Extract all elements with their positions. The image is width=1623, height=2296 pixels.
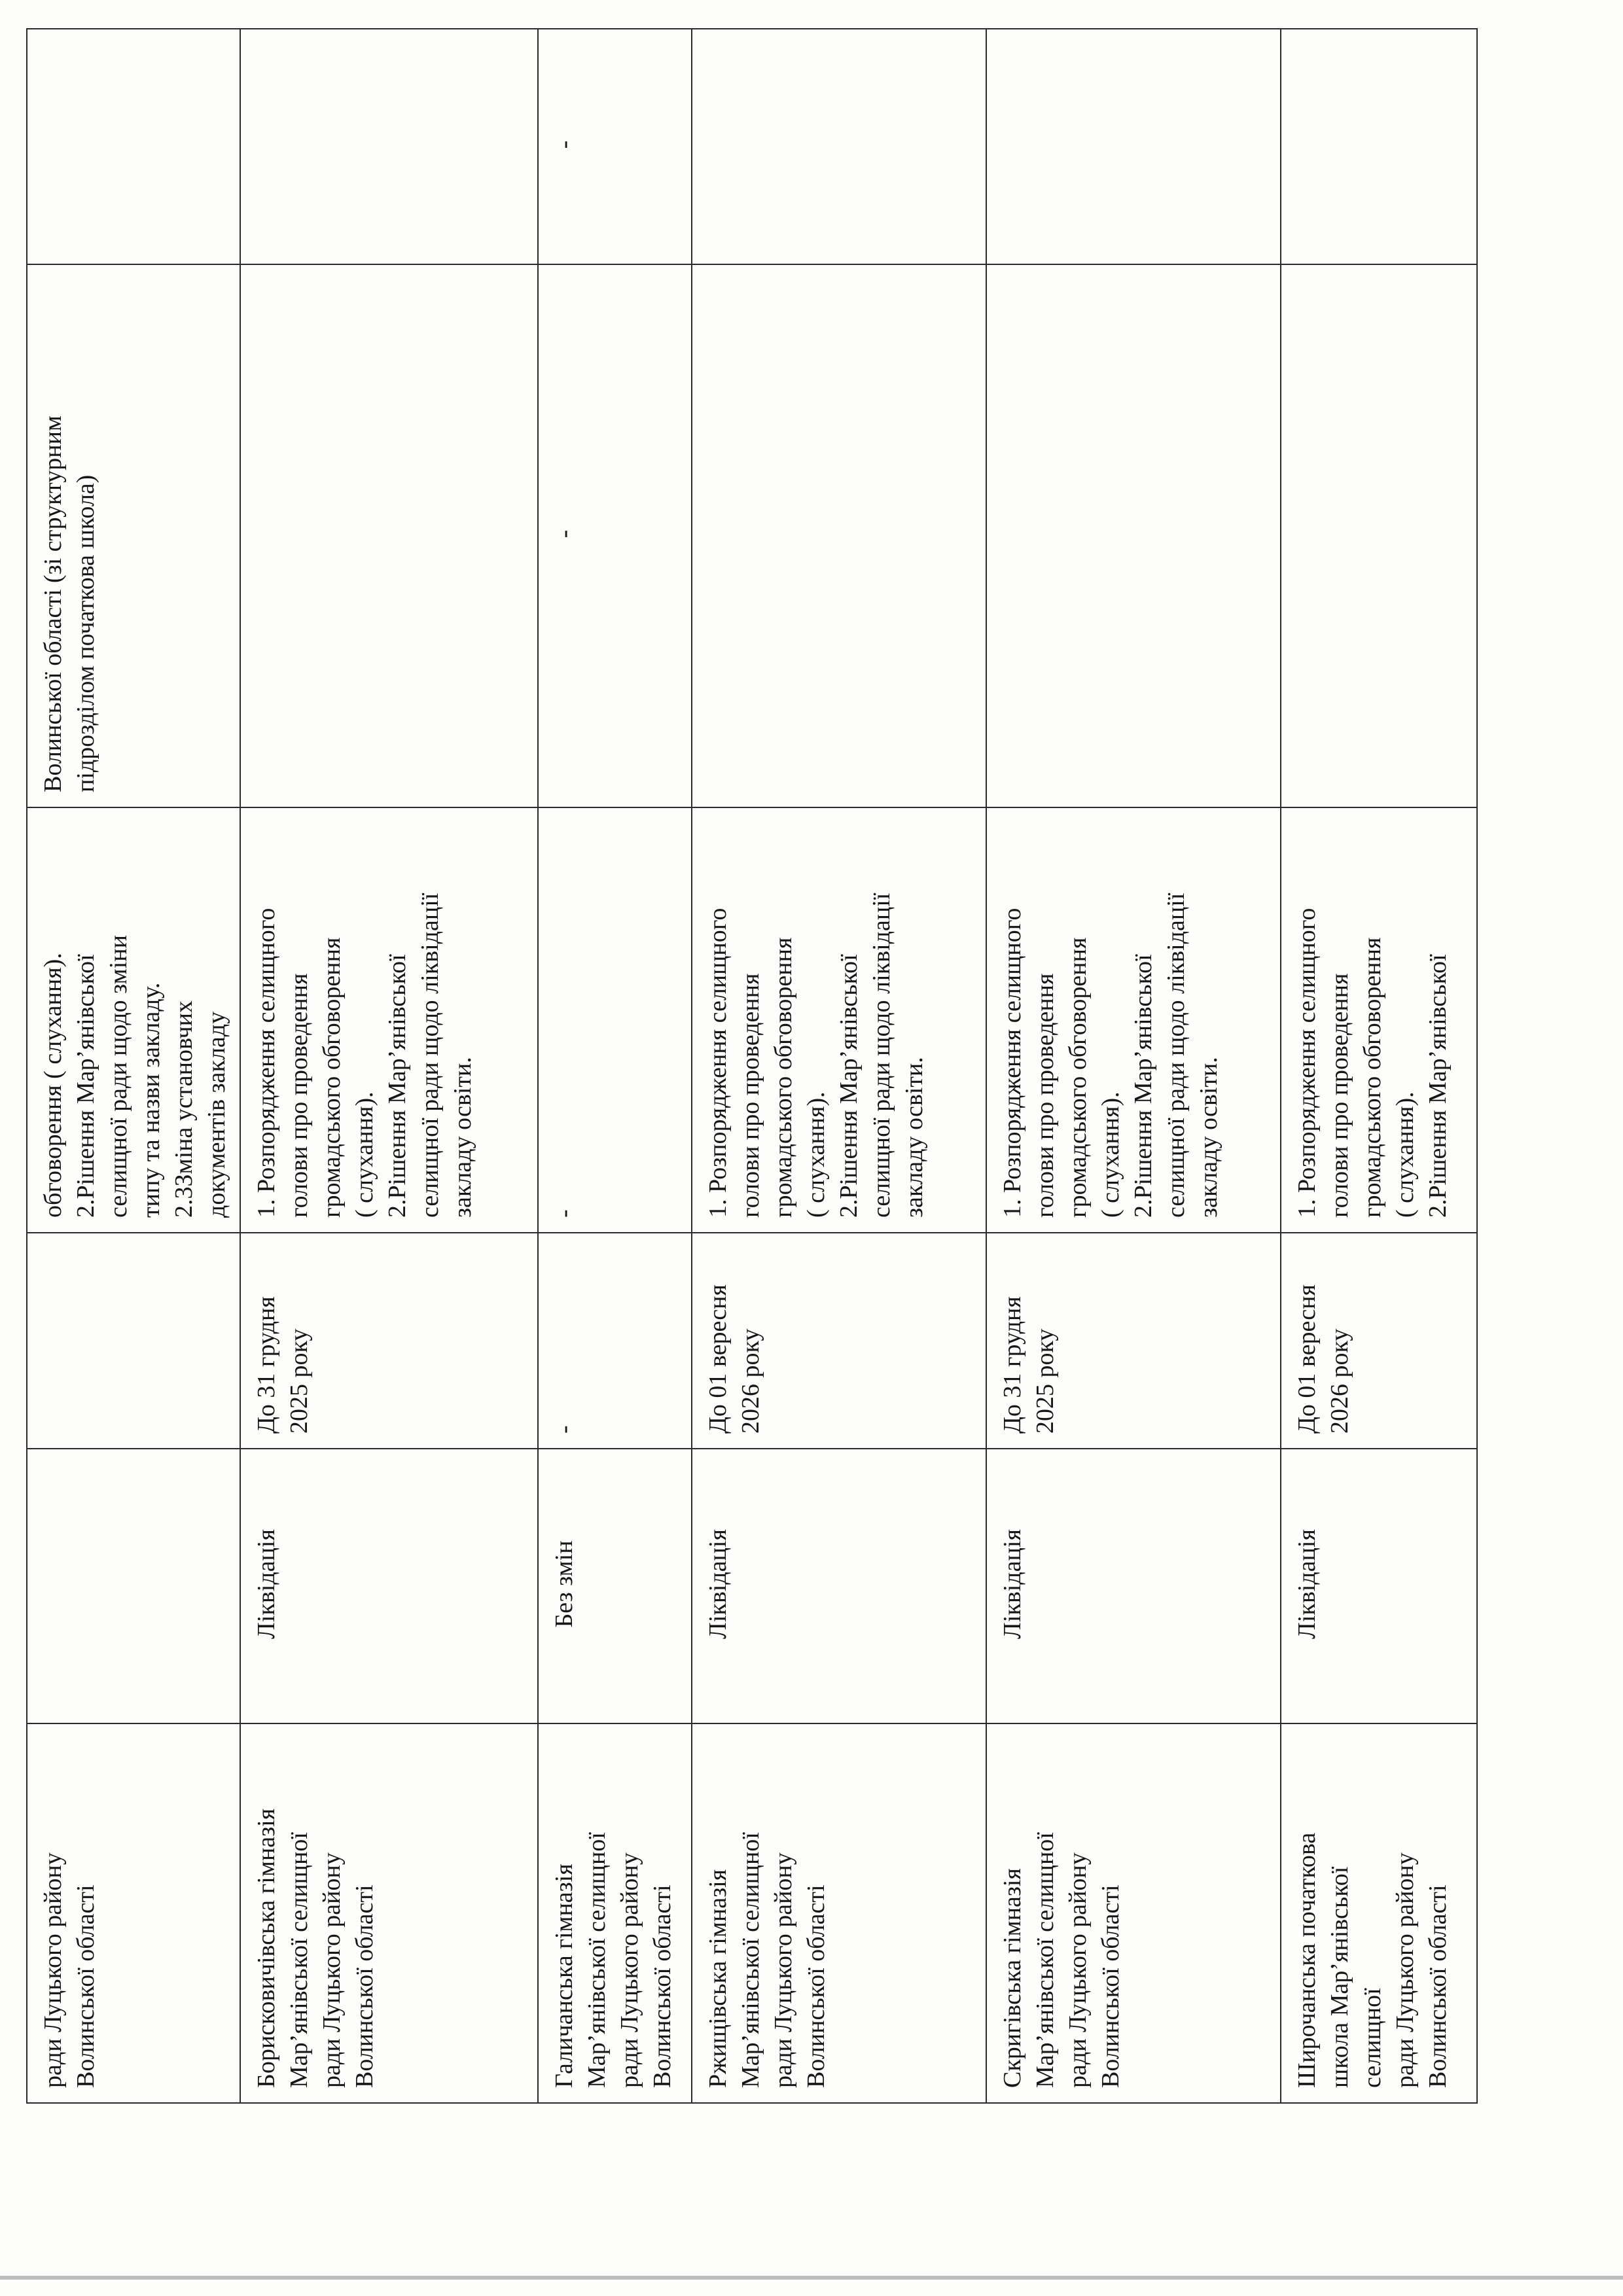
result-cell [692,264,986,807]
result-cell [240,264,538,807]
deadline-cell: До 01 вересня 2026 року [692,1233,986,1449]
school-name-cell: Ржищівська гімназія Мар’янівської селищної ради Луцького району Волинської області [692,1723,986,2103]
note-cell [240,29,538,264]
documents-cell: 1. Розпорядження селищного голови про проведення громадського обговорення ( слухання). 2.Рішення Мар’янівської селищної ради щодо ліквідації закладу освіти. [240,807,538,1233]
note-cell [27,29,240,264]
scan-bottom-edge [0,2276,1623,2280]
deadline-cell: - [538,1233,692,1449]
school-name-cell: ради Луцького району Волинської області [27,1723,240,2103]
rotated-table-container [26,29,1472,2104]
table-row [538,29,692,2103]
note-cell [986,29,1281,264]
action-cell: Ліквідація [692,1449,986,1723]
result-cell: - [538,264,692,807]
table-row [986,29,1281,2103]
table-row [27,29,240,2103]
table-row [240,29,538,2103]
note-cell: - [538,29,692,264]
result-cell [1281,264,1477,807]
action-cell [27,1449,240,1723]
documents-cell: обговорення ( слухання). 2.Рішення Мар’янівської селищної ради щодо зміни типу та назви закладу. 2.3Зміна установчих документів закладу [27,807,240,1233]
school-name-cell: Широчанська початкова школа Мар’янівської селищної ради Луцького району Волинської області [1281,1723,1477,2103]
documents-cell: 1. Розпорядження селищного голови про проведення громадського обговорення ( слухання). 2.Рішення Мар’янівської селищної ради щодо ліквідації закладу освіти. [986,807,1281,1233]
deadline-cell [27,1233,240,1449]
note-cell [1281,29,1477,264]
note-cell [692,29,986,264]
result-cell: Волинської області (зі структурним підрозділом початкова школа) [27,264,240,807]
action-cell: Ліквідація [986,1449,1281,1723]
action-cell: Ліквідація [1281,1449,1477,1723]
documents-cell: 1. Розпорядження селищного голови про проведення громадського обговорення ( слухання). 2.Рішення Мар’янівської [1281,807,1477,1233]
action-cell: Без змін [538,1449,692,1723]
table-row [1281,29,1477,2103]
action-cell: Ліквідація [240,1449,538,1723]
result-cell [986,264,1281,807]
table-row [692,29,986,2103]
deadline-cell: До 31 грудня 2025 року [240,1233,538,1449]
school-name-cell: Борисковичівська гімназія Мар’янівської селищної ради Луцького району Волинської області [240,1723,538,2103]
documents-cell: 1. Розпорядження селищного голови про проведення громадського обговорення ( слухання). 2.Рішення Мар’янівської селищної ради щодо ліквідації закладу освіти. [692,807,986,1233]
deadline-cell: До 31 грудня 2025 року [986,1233,1281,1449]
deadline-cell: До 01 вересня 2026 року [1281,1233,1477,1449]
documents-cell: - [538,807,692,1233]
school-name-cell: Скригівська гімназія Мар’янівської селищної ради Луцького району Волинської області [986,1723,1281,2103]
school-name-cell: Галичанська гімназія Мар’янівської селищної ради Луцького району Волинської області [538,1723,692,2103]
reorganization-table [26,28,1478,2104]
